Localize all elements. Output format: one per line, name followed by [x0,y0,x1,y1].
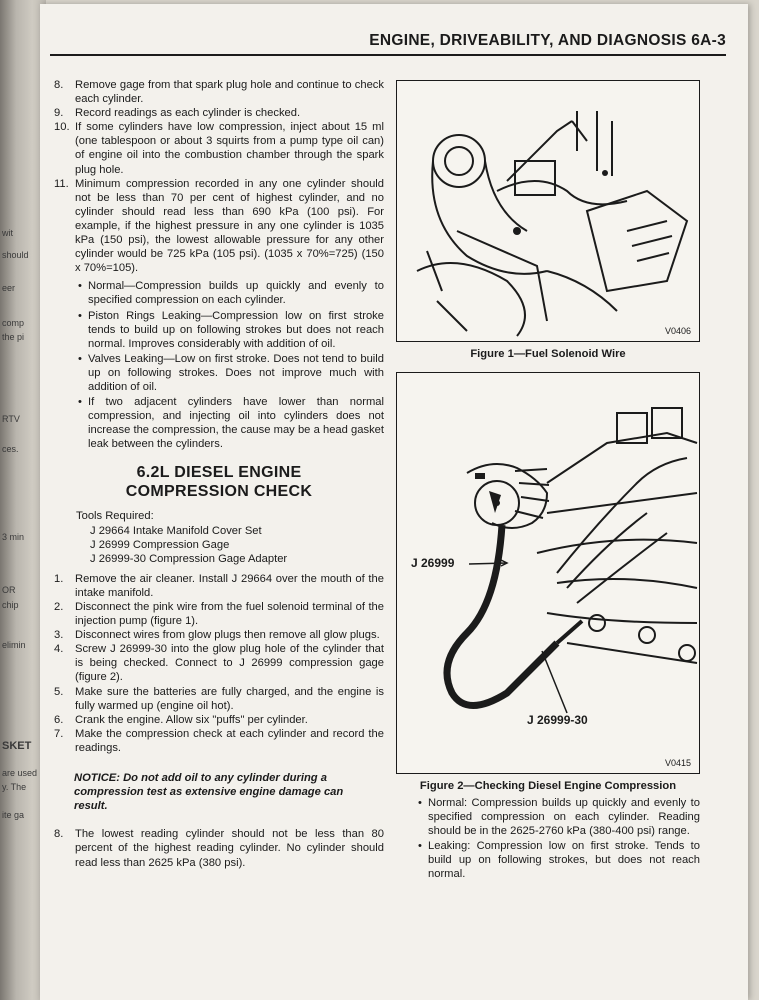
list-item [54,572,384,600]
tools-label: Tools Required: [76,510,154,523]
step-number: 2. [54,601,64,613]
figure-1-caption: Figure 1—Fuel Solenoid Wire [470,348,626,360]
list-item [54,713,384,727]
step-text: Minimum compression recorded in any one cylinder should not be less than 70 per cent of highest cylinder, and no cylinder should read less than 690 kPa (100 psi). For example, if the highest pressure in any one cylinder is 1035 kPa (150 psi), the lowest allowable pressure for any other cylinder would be 725 kPa (105 psi). (1035 x 70%=725) (150 x 70%=105). [75,177,384,275]
binding-text-fragment: SKET [2,740,32,752]
list-item: • Piston Rings Leaking—Compression low on first stroke tends to build up on following strokes but does not reach normal. Improves considerably with addition of oil. [78,309,384,351]
step-text: Remove the air cleaner. Install J 29664 over the mouth of the intake manifold. [75,572,384,599]
figure-2-caption: Figure 2—Checking Diesel Engine Compression [419,780,677,792]
step-number: 1. [54,572,64,585]
step-number: 4. [54,643,64,656]
binding-text-fragment: ite ga [2,810,25,820]
binding-text-fragment: eer [2,283,16,293]
step-text: If some cylinders have low compression, inject about 15 ml (one tablespoon or about 3 squirts from a pump type oil can) of engine oil into the combustion chamber through the spark plug hole. [75,121,384,176]
list-item [54,600,384,628]
header-title: ENGINE, DRIVEABILITY, AND DIAGNOSIS 6A-3 [369,32,726,49]
callout-gage-adapter: J 26999-30 [527,713,588,727]
list-item [54,642,384,684]
step-text: Remove gage from that spark plug hole and continue to check each cylinder. [75,79,384,106]
figure-2-illustration [396,372,700,774]
step-text: The lowest reading cylinder should not be less than 80 percent of the highest reading cylinder. No cylinder should read less than 2625 kPa (380 psi). [75,828,384,869]
section-heading [54,463,384,501]
figure-1-id: V0406 [664,326,691,336]
step-number: 9. [54,107,64,120]
binding-text-fragment: elimin [2,640,26,650]
section-heading-line: COMPRESSION CHECK [125,483,313,501]
step-text: Make the compression check at each cylinder and record the readings. [75,727,384,754]
binding-text-fragment: should [2,250,29,260]
step-text: Record readings as each cylinder is checked. [75,107,301,120]
binding-text-fragment: OR [2,585,16,595]
final-step-list [54,827,384,869]
callout-compression-gage: J 26999 [411,556,455,570]
list-item [54,78,384,106]
list-item [54,827,384,869]
list-item [54,628,384,642]
list-item: • Normal: Compression builds up quickly and evenly to specified compression on each cylinder. Reading should be in the 2625-2760 kPa (380-400 psi) range. [418,796,700,838]
list-item: • Leaking: Compression low on first stroke. Tends to build up on following strokes, but does not reach normal. [418,839,700,881]
manual-page [40,4,748,1000]
binding-text-fragment: y. The [2,782,27,792]
figure-2-id: V0415 [664,758,691,768]
notice-warning: NOTICE: Do not add oil to any cylinder during a compression test as extensive engine damage can result. [74,772,344,813]
compression-steps-list [54,78,384,275]
page-header [50,32,726,56]
list-item [54,177,384,276]
tool-item: J 29664 Intake Manifold Cover Set [90,524,262,537]
tool-item: J 26999 Compression Gage [90,538,230,551]
binding-text-fragment: ces. [2,444,19,454]
binding-text-fragment: RTV [2,414,20,424]
tool-item: J 26999-30 Compression Gage Adapter [90,552,288,565]
left-column [54,78,384,870]
list-item: • If two adjacent cylinders have lower than normal compression, and injecting oil into cylinders does not increase the compression, the cause may be a head gasket leak between the cylinders. [78,395,384,451]
binding-text-fragment: 3 min [2,532,25,542]
list-item: • Normal—Compression builds up quickly and evenly to specified compression on each cylinder. [78,279,384,307]
step-number: 6. [54,713,64,726]
step-text: Crank the engine. Allow six "puffs" per cylinder. [75,713,308,726]
step-number: 7. [54,727,64,740]
list-item [54,685,384,713]
section-heading-line: 6.2L DIESEL ENGINE [136,464,302,482]
list-item [54,727,384,755]
binding-text-fragment: wit [2,228,13,238]
step-number: 8. [54,828,64,841]
binding-text-fragment: chip [2,600,19,610]
step-text: Make sure the batteries are fully charged, and the engine is fully warmed up (engine oil hot). [75,685,384,712]
list-item [54,106,384,120]
binding-text-fragment: comp [2,318,25,328]
step-text: Disconnect wires from glow plugs then remove all glow plugs. [75,629,380,642]
binding-text-fragment: are used [2,768,38,778]
diesel-results-list [396,796,700,882]
list-item: • Valves Leaking—Low on first stroke. Does not tend to build up on following strokes. Does not improve much with addition of oil. [78,352,384,394]
binding-text-fragment: the pi [2,332,25,342]
right-column [396,80,700,883]
step-number: 3. [54,629,64,642]
step-text: Disconnect the pink wire from the fuel solenoid terminal of the injection pump (figure 1). [75,601,384,628]
list-item [54,120,384,176]
tools-required [76,509,384,565]
figure-1-illustration [396,80,700,342]
step-number: 5. [54,685,64,698]
fuel-solenoid-drawing [397,81,700,341]
compression-results-list [54,279,384,451]
step-text: Screw J 26999-30 into the glow plug hole of the cylinder that is being checked. Connect to J 26999 compression gage (figure 2). [75,643,384,684]
diesel-steps-list [54,572,384,755]
step-number: 8. [54,79,64,91]
step-number: 11. [54,177,69,190]
step-number: 10. [54,121,70,134]
